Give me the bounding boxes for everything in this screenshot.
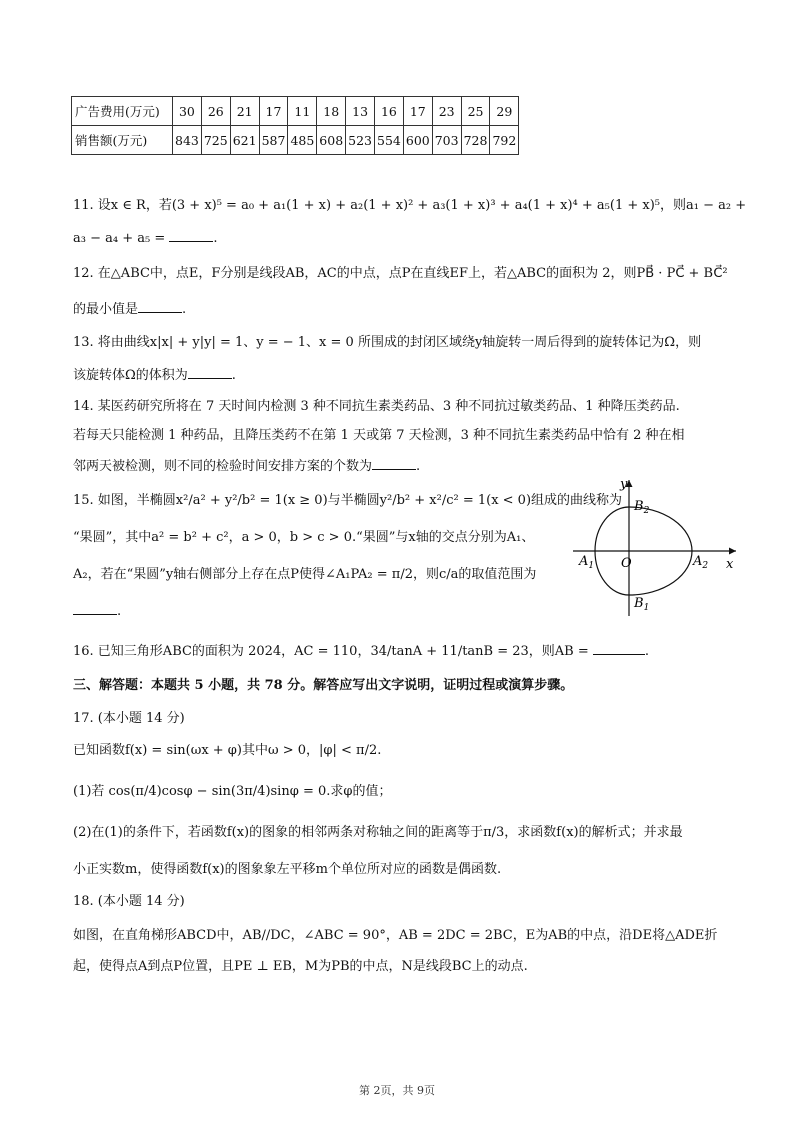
question-11-line-1: 11. 设x ∈ R，若(3 + x)⁵ = a₀ + a₁(1 + x) + a₂(1 + x)² + a₃(1 + x)³ + a₄(1 + x)⁴ + a₅(1 + x)⁵，则a₁ − a₂ + bbox=[73, 198, 747, 213]
table-cell: 608 bbox=[317, 126, 346, 155]
table-cell: 25 bbox=[461, 97, 490, 126]
question-14-line-1: 14. 某医药研究所将在 7 天时间内检测 3 种不同抗生素类药品、3 种不同抗过敏类药品、1 种降压类药品. bbox=[73, 399, 680, 414]
q11-text: a₃ − a₄ + a₅ = bbox=[73, 231, 170, 246]
page-footer: 第 2页，共 9页 bbox=[359, 1084, 435, 1097]
question-15-line-3: A₂，若在“果圆”y轴右侧部分上存在点P使得∠A₁PA₂ = π/2，则c/a的取值范围为 bbox=[73, 567, 537, 582]
section-heading: 三、解答题：本题共 5 小题，共 78 分。解答应写出文字说明，证明过程或演算步骤。 bbox=[73, 678, 574, 693]
question-18-line-1: 如图，在直角梯形ABCD中，AB//DC，∠ABC = 90°，AB = 2DC = 2BC，E为AB的中点，沿DE将△ADE折 bbox=[73, 928, 718, 943]
table-cell: 728 bbox=[461, 126, 490, 155]
table-cell: 17 bbox=[259, 97, 288, 126]
question-18-title: 18. (本小题 14 分) bbox=[73, 894, 185, 909]
table-cell: 18 bbox=[317, 97, 346, 126]
table-cell: 26 bbox=[201, 97, 230, 126]
fruit-ellipse-figure bbox=[568, 470, 748, 620]
answer-blank bbox=[138, 298, 182, 313]
table-cell: 13 bbox=[346, 97, 375, 126]
question-15-line-2: “果圆”，其中a² = b² + c²，a > 0，b > c > 0.“果圆”与x轴的交点分别为A₁、 bbox=[73, 530, 535, 545]
question-13-line-1: 13. 将由曲线x|x| + y|y| = 1、y = − 1、x = 0 所围成的封闭区域绕y轴旋转一周后得到的旋转体记为Ω，则 bbox=[73, 335, 702, 350]
question-14-line-3: 邻两天被检测，则不同的检验时间安排方案的个数为 . bbox=[73, 455, 420, 477]
table-cell: 485 bbox=[288, 126, 317, 155]
table-cell: 600 bbox=[403, 126, 432, 155]
origin-label: O bbox=[621, 556, 632, 571]
q16-text: 16. 已知三角形ABC的面积为 2024，AC = 110，34/tanA + 11/tanB = 23，则AB = bbox=[73, 644, 593, 659]
b1-label: $B_1$ bbox=[634, 596, 650, 613]
question-16-line-1: 16. 已知三角形ABC的面积为 2024，AC = 110，34/tanA + 11/tanB = 23，则AB = . bbox=[73, 640, 649, 662]
table-cell: 23 bbox=[432, 97, 461, 126]
question-17-line-2: (1)若 cos(π/4)cosφ − sin(3π/4)sinφ = 0.求φ的值； bbox=[73, 784, 392, 799]
x-label: x bbox=[726, 557, 734, 572]
question-14-line-2: 若每天只能检测 1 种药品，且降压类药不在第 1 天或第 7 天检测，3 种不同抗生素类药品中恰有 2 种在相 bbox=[73, 428, 685, 443]
question-17-title: 17. (本小题 14 分) bbox=[73, 711, 185, 726]
answer-blank bbox=[188, 364, 232, 379]
q12-text: 的最小值是 bbox=[73, 302, 139, 317]
question-15-line-4: . bbox=[73, 600, 121, 622]
table-cell: 17 bbox=[403, 97, 432, 126]
answer-blank bbox=[169, 227, 213, 242]
question-12-line-1: 12. 在△ABC中，点E，F分别是线段AB，AC的中点，点P在直线EF上，若△ABC的面积为 2，则PB⃗ · PC⃗ + BC⃗² bbox=[73, 266, 728, 281]
table-row bbox=[72, 126, 519, 155]
table-row bbox=[72, 97, 519, 126]
table-cell: 703 bbox=[432, 126, 461, 155]
question-18-line-2: 起，使得点A到点P位置，且PE ⊥ EB，M为PB的中点，N是线段BC上的动点. bbox=[73, 959, 528, 974]
a1-label: $A_1$ bbox=[579, 554, 595, 571]
data-table bbox=[71, 96, 519, 155]
question-15-line-1: 15. 如图，半椭圆x²/a² + y²/b² = 1(x ≥ 0)与半椭圆y²/b² + x²/c² = 1(x < 0)组成的曲线称为 bbox=[73, 493, 623, 508]
question-17-line-3: (2)在(1)的条件下，若函数f(x)的图象的相邻两条对称轴之间的距离等于π/3，求函数f(x)的解析式；并求最 bbox=[73, 825, 683, 840]
answer-blank bbox=[73, 600, 117, 615]
table-cell: 554 bbox=[375, 126, 404, 155]
question-17-line-4: 小正实数m，使得函数f(x)的图象象左平移m个单位所对应的函数是偶函数. bbox=[73, 862, 502, 877]
question-11-line-2: a₃ − a₄ + a₅ = . bbox=[73, 227, 218, 249]
table-cell: 21 bbox=[230, 97, 259, 126]
question-17-line-1: 已知函数f(x) = sin(ωx + φ)其中ω > 0，|φ| < π/2. bbox=[73, 743, 382, 758]
table-cell: 587 bbox=[259, 126, 288, 155]
question-13-line-2: 该旋转体Ω的体积为 . bbox=[73, 364, 236, 386]
question-12-line-2: 的最小值是 . bbox=[73, 298, 186, 320]
table-cell: 792 bbox=[490, 126, 519, 155]
table-cell: 843 bbox=[173, 126, 202, 155]
y-label: y bbox=[620, 477, 628, 492]
row-label: 销售额(万元) bbox=[72, 126, 173, 155]
table-cell: 725 bbox=[201, 126, 230, 155]
row-label: 广告费用(万元) bbox=[72, 97, 173, 126]
table-cell: 30 bbox=[173, 97, 202, 126]
table-cell: 29 bbox=[490, 97, 519, 126]
table-cell: 11 bbox=[288, 97, 317, 126]
table-cell: 16 bbox=[375, 97, 404, 126]
table-cell: 621 bbox=[230, 126, 259, 155]
b2-label: $B_2$ bbox=[634, 499, 650, 516]
answer-blank bbox=[372, 455, 416, 470]
answer-blank bbox=[593, 640, 645, 655]
table-cell: 523 bbox=[346, 126, 375, 155]
q14-text: 邻两天被检测，则不同的检验时间安排方案的个数为 bbox=[73, 459, 373, 474]
a2-label: $A_2$ bbox=[693, 554, 709, 571]
q13-text: 该旋转体Ω的体积为 bbox=[73, 368, 188, 383]
